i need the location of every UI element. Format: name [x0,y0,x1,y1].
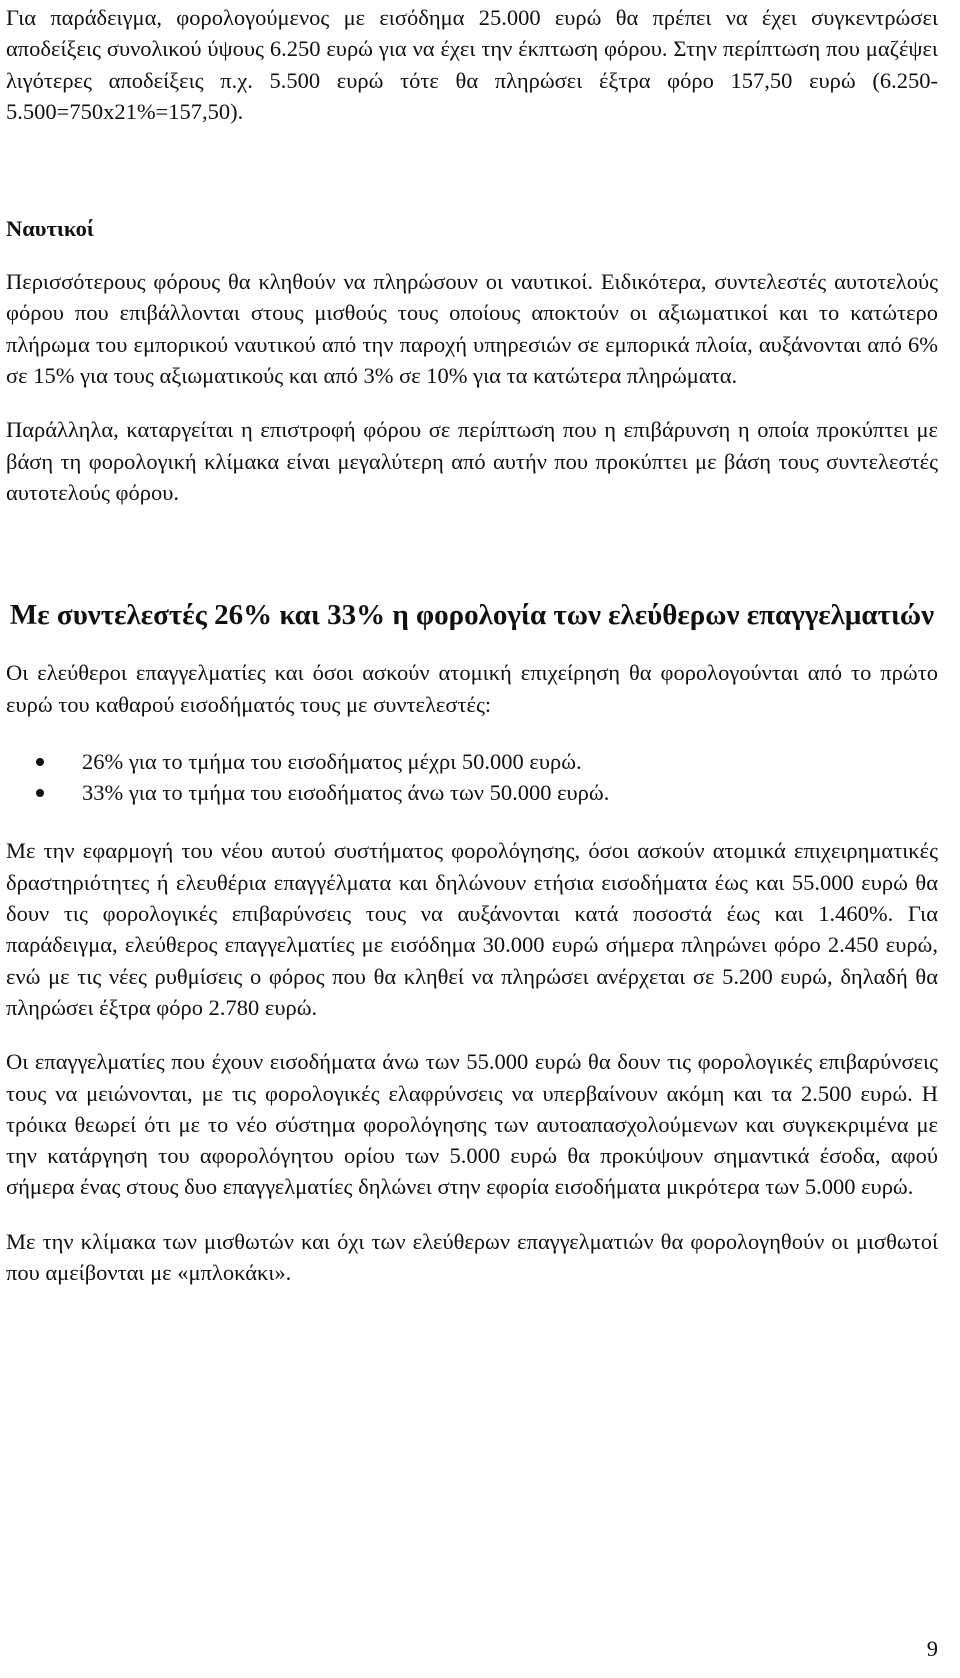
page-content [6,0,938,1288]
above-55k-paragraph: Οι επαγγελματίες που έχουν εισοδήματα άνω των 55.000 ευρώ θα δουν τις φορολογικές επιβαρύνσεις τους να μειώνονται, με τις φορολογικές ελαφρύνσεις να υπερβαίνουν ακόμη και τα 2.500 ευρώ. Η τρόικα θεωρεί ότι με το νέο σύστημα φορολόγησης των αυτοαπασχολούμενων και συγκεκριμένα με την κατάργηση του αφορολόγητου ορίου των 5.000 ευρώ θα προκύψουν σημαντικά έσοδα, αφού σήμερα ένας στους δυο επαγγελματίες δηλώνει στην εφορία εισοδήματα μικρότερα των 5.000 ευρώ. [6,1049,938,1200]
list-item [6,777,938,808]
bullet-icon [36,789,44,797]
new-system-paragraph: Με την εφαρμογή του νέου αυτού συστήματος φορολόγησης, όσοι ασκούν ατομικά επιχειρηματικές δραστηριότητες ή ελευθέρια επαγγέλματα και δηλώνουν ετήσια εισοδήματα έως και 55.000 ευρώ θα δουν τις φορολογικές επιβαρύνσεις τους να αυξάνονται κατά ποσοστά έως και 1.460%. Για παράδειγμα, ελεύθερος επαγγελματίες με εισόδημα 30.000 ευρώ σήμερα πληρώνει φόρο 2.450 ευρώ, ενώ με τις νέες ρυθμίσεις ο φόρος που θα κληθεί να πληρώσει ανέρχεται σε 5.200 ευρώ, δηλαδή θα πληρώσει έξτρα φόρο 2.780 ευρώ. [6,838,938,1020]
freelancers-heading: Με συντελεστές 26% και 33% η φορολογία των ελεύθερων επαγγελματιών [9,599,935,632]
tax-rate-list [6,746,938,809]
seamen-heading: Ναυτικοί [6,216,94,242]
list-item-text: 26% για το τμήμα του εισοδήματος μέχρι 50.000 ευρώ. [82,748,582,774]
scale-paragraph: Με την κλίμακα των μισθωτών και όχι των ελεύθερων επαγγελματιών θα φορολογηθούν οι μισθωτοί που αμείβονται με «μπλοκάκι». [6,1228,938,1286]
list-item-text: 33% για το τμήμα του εισοδήματος άνω των 50.000 ευρώ. [82,780,610,806]
seamen-paragraph: Περισσότερους φόρους θα κληθούν να πληρώσουν οι ναυτικοί. Ειδικότερα, συντελεστές αυτοτελούς φόρου που επιβάλλονται στους μισθούς τους οποίους αποκτούν οι αξιωματικοί και το κατώτερο πλήρωμα του εμπορικού ναυτικού από την παροχή υπηρεσιών σε εμπορικά πλοία, αυξάνονται από 6% σε 15% για τους αξιωματικούς και από 3% σε 10% για τα κατώτερα πληρώματα. [6,269,938,389]
bullet-icon [36,758,44,766]
parallel-paragraph: Παράλληλα, καταργείται η επιστροφή φόρου σε περίπτωση που η επιβάρυνση η οποία προκύπτει με βάση τη φορολογική κλίμακα είναι μεγαλύτερη από αυτήν που προκύπτει με βάση τους συντελεστές αυτοτελούς φόρου. [6,417,938,505]
freelancers-intro-paragraph: Οι ελεύθεροι επαγγελματίες και όσοι ασκούν ατομική επιχείρηση θα φορολογούνται από το πρώτο ευρώ του καθαρού εισοδήματός τους με συντελεστές: [6,660,938,717]
page-number: 9 [926,1636,938,1661]
intro-paragraph: Για παράδειγμα, φορολογούμενος με εισόδημα 25.000 ευρώ θα πρέπει να έχει συγκεντρώσει αποδείξεις συνολικού ύψους 6.250 ευρώ για να έχει την έκπτωση φόρου. Στην περίπτωση που μαζέψει λιγότερες αποδείξεις π.χ. 5.500 ευρώ τότε θα πληρώσει έξτρα φόρο 157,50 ευρώ (6.250-5.500=750x21%=157,50). [6,5,938,124]
list-item [6,746,938,777]
